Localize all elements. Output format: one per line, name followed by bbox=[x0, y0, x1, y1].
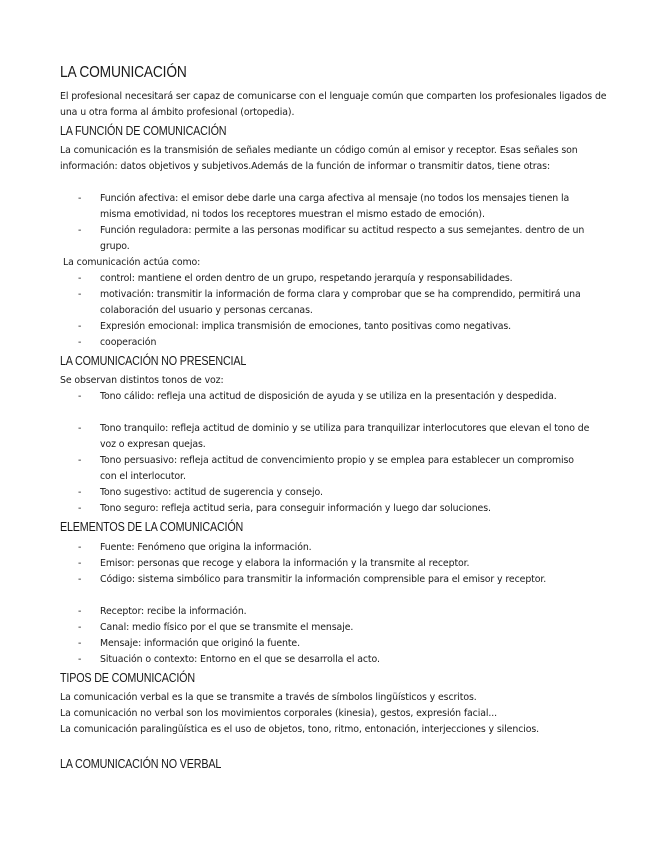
bullet-dash: - bbox=[78, 503, 82, 514]
tonos-paragraph: Se observan distintos tonos de voz: bbox=[60, 375, 224, 386]
bullet-dash: - bbox=[78, 391, 82, 402]
list-item: Canal: medio físico por el que se transmite el mensaje. bbox=[100, 622, 354, 633]
list-item: Función afectiva: el emisor debe darle una carga afectiva al mensaje (no todos los mensajes tienen la misma emotividad, ni todos los receptores muestran el mismo estado de emoción). bbox=[100, 193, 570, 220]
list-item: Tono sugestivo: actitud de sugerencia y consejo. bbox=[100, 487, 323, 498]
list-item: cooperación bbox=[100, 337, 157, 348]
list-item: motivación: transmitir la información de forma clara y comprobar que se ha comprendido, permitirá una colaboración del usuario y personas cercanas. bbox=[100, 289, 581, 316]
bullet-dash: - bbox=[78, 423, 82, 434]
list-item: Tono cálido: refleja una actitud de disposición de ayuda y se utiliza en la presentación y despedida. bbox=[100, 391, 557, 402]
list-item: Función reguladora: permite a las personas modificar su actitud respecto a sus semejantes. dentro de un grupo. bbox=[100, 225, 585, 252]
tipos-line: La comunicación no verbal son los movimientos corporales (kinesia), gestos, expresión facial... bbox=[60, 708, 498, 719]
bullet-dash: - bbox=[78, 622, 82, 633]
intro-paragraph: El profesional necesitará ser capaz de comunicarse con el lenguaje común que comparten los profesionales ligados de una u otra forma al ámbito profesional (ortopedia). bbox=[60, 91, 607, 118]
bullet-dash: - bbox=[78, 337, 82, 348]
list-item: Receptor: recibe la información. bbox=[100, 606, 247, 617]
bullet-dash: - bbox=[78, 193, 82, 204]
bullet-dash: - bbox=[78, 654, 82, 665]
bullet-dash: - bbox=[78, 558, 82, 569]
list-item: Código: sistema simbólico para transmitir la información comprensible para el emisor y receptor. bbox=[100, 574, 547, 585]
bullet-dash: - bbox=[78, 574, 82, 585]
bullet-dash: - bbox=[78, 606, 82, 617]
section-heading-tipos: TIPOS DE COMUNICACIÓN bbox=[60, 671, 195, 685]
list-item: Expresión emocional: implica transmisión de emociones, tanto positivas como negativas. bbox=[100, 321, 512, 332]
list-item: Situación o contexto: Entorno en el que se desarrolla el acto. bbox=[100, 654, 380, 665]
list-item: Tono persuasivo: refleja actitud de convencimiento propio y se emplea para establecer un compromiso con el interlocutor. bbox=[100, 455, 574, 482]
section-heading-elementos: ELEMENTOS DE LA COMUNICACIÓN bbox=[60, 520, 244, 534]
section-heading-no-verbal: LA COMUNICACIÓN NO VERBAL bbox=[60, 757, 222, 771]
bullet-dash: - bbox=[78, 638, 82, 649]
bullet-dash: - bbox=[78, 542, 82, 553]
tipos-line: La comunicación verbal es la que se transmite a través de símbolos lingüísticos y escritos. bbox=[60, 692, 477, 703]
list-item: Tono seguro: refleja actitud seria, para conseguir información y luego dar soluciones. bbox=[100, 503, 491, 514]
bullet-dash: - bbox=[78, 321, 82, 332]
list-item: Tono tranquilo: refleja actitud de dominio y se utiliza para tranquilizar interlocutores que elevan el tono de voz o expresan quejas. bbox=[100, 423, 590, 450]
tipos-line: La comunicación paralingüística es el uso de objetos, tono, ritmo, entonación, interjecciones y silencios. bbox=[60, 724, 540, 735]
bullet-dash: - bbox=[78, 289, 82, 300]
list-item: control: mantiene el orden dentro de un grupo, respetando jerarquía y responsabilidades. bbox=[100, 273, 513, 284]
list-item: Fuente: Fenómeno que origina la información. bbox=[100, 542, 312, 553]
bullet-dash: - bbox=[78, 225, 82, 236]
page-title: LA COMUNICACIÓN bbox=[60, 64, 187, 81]
bullet-dash: - bbox=[78, 273, 82, 284]
bullet-dash: - bbox=[78, 455, 82, 466]
funcion-paragraph: La comunicación es la transmisión de señales mediante un código común al emisor y receptor. Esas señales son información: datos objetivos y subjetivos.Además de la función de informar o transmitir datos, tiene otras: bbox=[60, 145, 578, 172]
acts-paragraph: La comunicación actúa como: bbox=[63, 257, 201, 268]
bullet-dash: - bbox=[78, 487, 82, 498]
section-heading-no-presencial: LA COMUNICACIÓN NO PRESENCIAL bbox=[60, 354, 247, 368]
list-item: Mensaje: información que originó la fuente. bbox=[100, 638, 300, 649]
section-heading-funcion: LA FUNCIÓN DE COMUNICACIÓN bbox=[60, 124, 227, 138]
list-item: Emisor: personas que recoge y elabora la información y la transmite al receptor. bbox=[100, 558, 470, 569]
